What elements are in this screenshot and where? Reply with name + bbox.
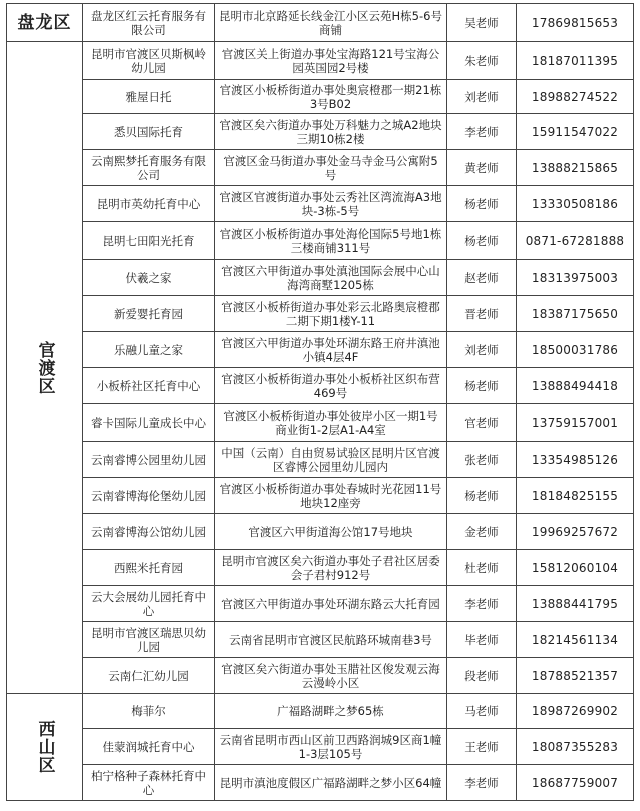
contact-cell: 赵老师 <box>447 260 517 296</box>
table-row <box>7 80 634 114</box>
institution-name-cell: 睿卡国际儿童成长中心 <box>83 404 215 442</box>
district-cell: 盘龙区 <box>7 4 83 42</box>
table-row <box>7 514 634 550</box>
address-cell: 官渡区小板桥街道办事处小板桥社区织布营469号 <box>215 368 447 404</box>
table-row <box>7 478 634 514</box>
institution-name-cell: 佳蒙润城托育中心 <box>83 729 215 765</box>
table-row <box>7 260 634 296</box>
phone-cell: 13888494418 <box>517 368 634 404</box>
table-row <box>7 404 634 442</box>
institution-name-cell: 云南睿博海伦堡幼儿园 <box>83 478 215 514</box>
contact-cell: 刘老师 <box>447 332 517 368</box>
contact-cell: 李老师 <box>447 114 517 150</box>
address-cell: 官渡区矣六街道办事处万科魅力之城A2地块三期10栋2楼 <box>215 114 447 150</box>
table-row <box>7 296 634 332</box>
institution-name-cell: 小板桥社区托育中心 <box>83 368 215 404</box>
address-cell: 官渡区官渡街道办事处云秀社区湾流海A3地块-3栋-5号 <box>215 186 447 222</box>
table-row <box>7 765 634 801</box>
phone-cell: 13354985126 <box>517 442 634 478</box>
table-row <box>7 622 634 658</box>
table-row <box>7 186 634 222</box>
district-cell: 西山区 <box>7 694 83 801</box>
table-row <box>7 114 634 150</box>
address-cell: 官渡区小板桥街道办事处奥宸橙郡一期21栋3号B02 <box>215 80 447 114</box>
address-cell: 官渡区金马街道办事处金马寺金马公寓附5号 <box>215 150 447 186</box>
institution-name-cell: 云南仁汇幼儿园 <box>83 658 215 694</box>
address-cell: 官渡区关上街道办事处宝海路121号宝海公园英国园2号楼 <box>215 42 447 80</box>
contact-cell: 李老师 <box>447 586 517 622</box>
contact-cell: 杨老师 <box>447 368 517 404</box>
contact-cell: 黄老师 <box>447 150 517 186</box>
institution-name-cell: 西熙米托育园 <box>83 550 215 586</box>
address-cell: 广福路湖畔之梦65栋 <box>215 694 447 729</box>
institution-name-cell: 伏羲之家 <box>83 260 215 296</box>
institution-name-cell: 盘龙区红云托育服务有限公司 <box>83 4 215 42</box>
institution-name-cell: 昆明市英幼托育中心 <box>83 186 215 222</box>
contact-cell: 段老师 <box>447 658 517 694</box>
institution-name-cell: 柏宁格种子森林托育中心 <box>83 765 215 801</box>
contact-cell: 官老师 <box>447 404 517 442</box>
institution-name-cell: 昆明市官渡区贝斯枫岭幼儿园 <box>83 42 215 80</box>
institution-name-cell: 云南熙梦托育服务有限公司 <box>83 150 215 186</box>
table-row <box>7 550 634 586</box>
table-body <box>7 4 634 801</box>
contact-cell: 朱老师 <box>447 42 517 80</box>
table-row <box>7 42 634 80</box>
phone-cell: 18988274522 <box>517 80 634 114</box>
table-row <box>7 150 634 186</box>
institution-name-cell: 乐融儿童之家 <box>83 332 215 368</box>
institution-name-cell: 昆明市官渡区瑞思贝幼儿园 <box>83 622 215 658</box>
contact-cell: 杜老师 <box>447 550 517 586</box>
institution-name-cell: 新爱婴托育园 <box>83 296 215 332</box>
institution-name-cell: 云南睿博海公馆幼儿园 <box>83 514 215 550</box>
address-cell: 云南省昆明市官渡区民航路环城南巷3号 <box>215 622 447 658</box>
institution-name-cell: 云南睿博公园里幼儿园 <box>83 442 215 478</box>
institution-name-cell: 悉贝国际托育 <box>83 114 215 150</box>
address-cell: 官渡区小板桥街道办事处春城时光花园11号地块12座旁 <box>215 478 447 514</box>
phone-cell: 13759157001 <box>517 404 634 442</box>
phone-cell: 18187011395 <box>517 42 634 80</box>
phone-cell: 18087355283 <box>517 729 634 765</box>
institution-name-cell: 梅菲尔 <box>83 694 215 729</box>
contact-cell: 金老师 <box>447 514 517 550</box>
contact-cell: 晋老师 <box>447 296 517 332</box>
contact-cell: 李老师 <box>447 765 517 801</box>
phone-cell: 18500031786 <box>517 332 634 368</box>
phone-cell: 18687759007 <box>517 765 634 801</box>
address-cell: 官渡区六甲街道办事处滇池国际会展中心山海湾商墅1205栋 <box>215 260 447 296</box>
phone-cell: 13888215865 <box>517 150 634 186</box>
address-cell: 官渡区六甲街道办事处环湖东路云大托育园 <box>215 586 447 622</box>
institution-name-cell: 昆明七田阳光托育 <box>83 222 215 260</box>
table-row <box>7 222 634 260</box>
phone-cell: 18788521357 <box>517 658 634 694</box>
address-cell: 官渡区矣六街道办事处玉腊社区俊发观云海云漫岭小区 <box>215 658 447 694</box>
table-row <box>7 4 634 42</box>
table-row <box>7 332 634 368</box>
address-cell: 昆明市官渡区矣六街道办事处子君社区居委会子君村912号 <box>215 550 447 586</box>
table-row <box>7 586 634 622</box>
address-cell: 官渡区小板桥街道办事处彩云北路奥宸橙郡二期下期1楼Y-11 <box>215 296 447 332</box>
contact-cell: 王老师 <box>447 729 517 765</box>
contact-cell: 马老师 <box>447 694 517 729</box>
contact-cell: 吴老师 <box>447 4 517 42</box>
phone-cell: 18387175650 <box>517 296 634 332</box>
contact-cell: 杨老师 <box>447 186 517 222</box>
contact-cell: 刘老师 <box>447 80 517 114</box>
phone-cell: 15812060104 <box>517 550 634 586</box>
phone-cell: 18313975003 <box>517 260 634 296</box>
phone-cell: 0871-67281888 <box>517 222 634 260</box>
phone-cell: 13888441795 <box>517 586 634 622</box>
address-cell: 官渡区小板桥街道办事处海伦国际5号地1栋三楼商铺311号 <box>215 222 447 260</box>
institution-name-cell: 云大会展幼儿园托育中心 <box>83 586 215 622</box>
table-row <box>7 694 634 729</box>
contact-cell: 杨老师 <box>447 478 517 514</box>
address-cell: 云南省昆明市西山区前卫西路润城9区商1幢1-3层105号 <box>215 729 447 765</box>
contact-cell: 毕老师 <box>447 622 517 658</box>
contact-cell: 张老师 <box>447 442 517 478</box>
phone-cell: 18987269902 <box>517 694 634 729</box>
district-cell: 官渡区 <box>7 42 83 694</box>
table-row <box>7 368 634 404</box>
childcare-directory-table <box>6 3 634 801</box>
table-row <box>7 658 634 694</box>
address-cell: 昆明市北京路延长线金江小区云苑H栋5-6号商铺 <box>215 4 447 42</box>
phone-cell: 13330508186 <box>517 186 634 222</box>
table-row <box>7 442 634 478</box>
phone-cell: 19969257672 <box>517 514 634 550</box>
address-cell: 官渡区六甲街道海公馆17号地块 <box>215 514 447 550</box>
institution-name-cell: 雅屋日托 <box>83 80 215 114</box>
table-row <box>7 729 634 765</box>
address-cell: 中国（云南）自由贸易试验区昆明片区官渡区睿博公园里幼儿园内 <box>215 442 447 478</box>
phone-cell: 18184825155 <box>517 478 634 514</box>
contact-cell: 杨老师 <box>447 222 517 260</box>
phone-cell: 17869815653 <box>517 4 634 42</box>
address-cell: 官渡区小板桥街道办事处彼岸小区一期1号商业街1-2层A1-A4室 <box>215 404 447 442</box>
phone-cell: 18214561134 <box>517 622 634 658</box>
address-cell: 官渡区六甲街道办事处环湖东路王府井滇池小镇4层4F <box>215 332 447 368</box>
address-cell: 昆明市滇池度假区广福路湖畔之梦小区64幢 <box>215 765 447 801</box>
phone-cell: 15911547022 <box>517 114 634 150</box>
